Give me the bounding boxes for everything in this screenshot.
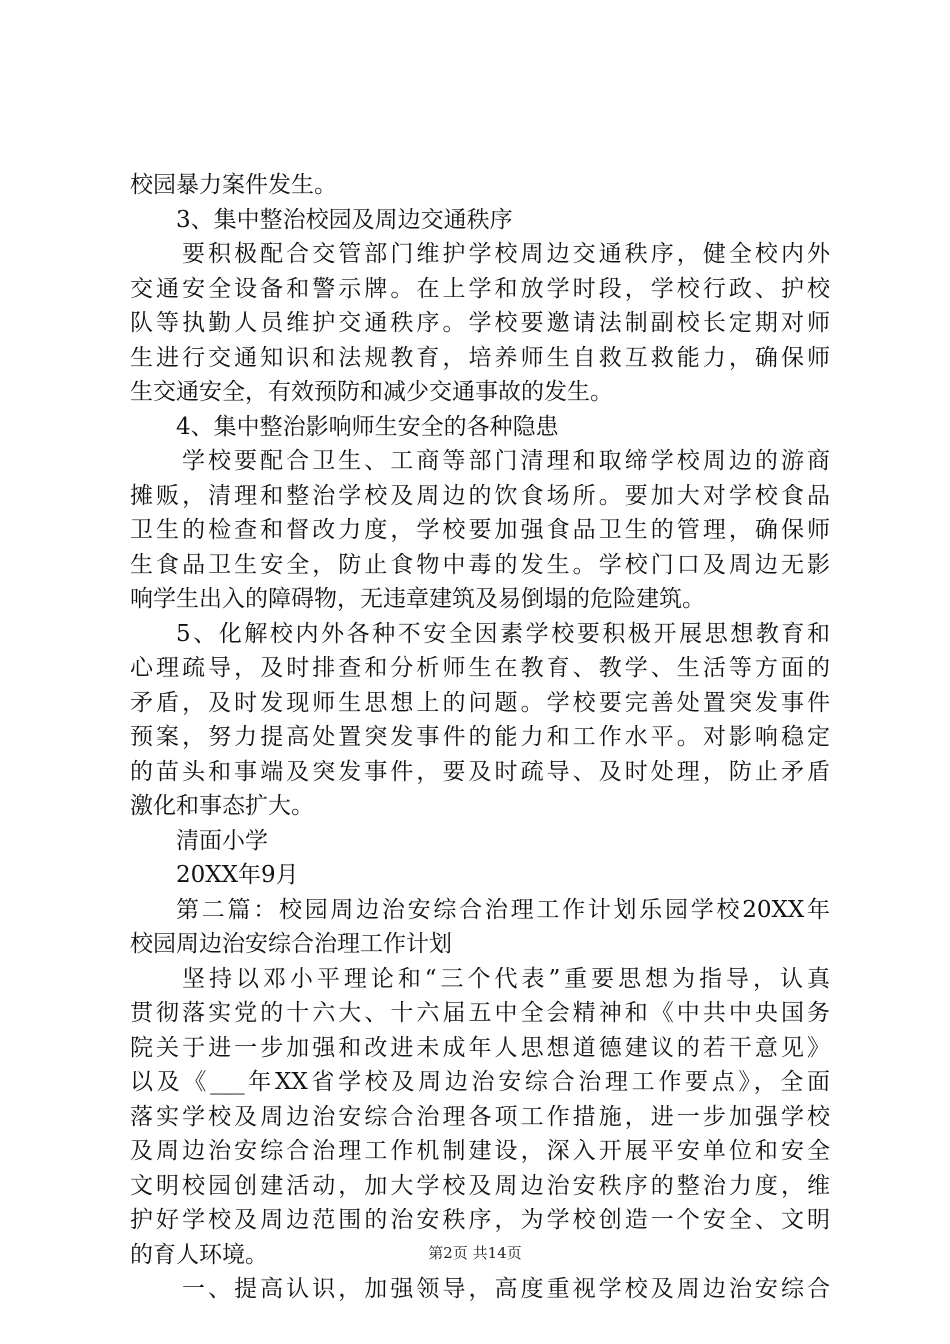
text-line: 校园暴力案件发生。 bbox=[130, 172, 337, 198]
text-line: 及周边治安综合治理工作机制建设，深入开展平安单位和安全 bbox=[130, 1138, 830, 1164]
section-title: 第二篇：校园周边治安综合治理工作计划乐园学校20XX年 bbox=[176, 896, 830, 923]
text-line: 以及《___年XX省学校及周边治安综合治理工作要点》，全面 bbox=[130, 1069, 830, 1095]
text-line: 的苗头和事端及突发事件，要及时疏导、及时处理，防止矛盾 bbox=[130, 758, 830, 785]
text-line: 贯彻落实党的十六大、十六届五中全会精神和《中共中央国务 bbox=[130, 1000, 830, 1026]
text-line: 要积极配合交管部门维护学校周边交通秩序，健全校内外 bbox=[182, 241, 830, 267]
text-line: 卫生的检查和督改力度，学校要加强食品卫生的管理，确保师 bbox=[130, 517, 830, 543]
text-line: 学校要配合卫生、工商等部门清理和取缔学校周边的游商 bbox=[182, 448, 830, 474]
section-title: 校园周边治安综合治理工作计划 bbox=[130, 931, 452, 957]
text-line: 坚持以邓小平理论和“三个代表”重要思想为指导，认真 bbox=[182, 965, 830, 992]
document-body bbox=[130, 168, 830, 1307]
page-number-footer: 第2页 共14页 bbox=[428, 1244, 522, 1262]
text-line: 的育人环境。 bbox=[130, 1241, 268, 1268]
text-line: 落实学校及周边治安综合治理各项工作措施，进一步加强学校 bbox=[130, 1103, 830, 1130]
signature-date: 20XX年9月 bbox=[176, 862, 299, 888]
text-line: 队等执勤人员维护交通秩序。学校要邀请法制副校长定期对师 bbox=[130, 310, 830, 336]
text-line: 生进行交通知识和法规教育，培养师生自救互救能力，确保师 bbox=[130, 344, 830, 371]
signature-school: 清面小学 bbox=[176, 827, 268, 854]
text-line: 院关于进一步加强和改进未成年人思想道德建议的若干意见》 bbox=[130, 1034, 830, 1061]
text-line: 生交通安全，有效预防和减少交通事故的发生。 bbox=[130, 379, 613, 405]
text-line: 护好学校及周边范围的治安秩序，为学校创造一个安全、文明 bbox=[130, 1207, 830, 1233]
text-line: 响学生出入的障碍物，无违章建筑及易倒塌的危险建筑。 bbox=[130, 586, 705, 612]
text-line: 矛盾，及时发现师生思想上的问题。学校要完善处置突发事件 bbox=[130, 689, 830, 716]
text-line: 激化和事态扩大。 bbox=[130, 793, 314, 819]
text-line: 生食品卫生安全，防止食物中毒的发生。学校门口及周边无影 bbox=[130, 551, 830, 578]
section-heading: 5、化解校内外各种不安全因素学校要积极开展思想教育和 bbox=[176, 620, 830, 647]
section-heading: 3、集中整治校园及周边交通秩序 bbox=[176, 206, 513, 233]
text-line: 心理疏导，及时排查和分析师生在教育、教学、生活等方面的 bbox=[130, 655, 830, 681]
text-line: 预案，努力提高处置突发事件的能力和工作水平。对影响稳定 bbox=[130, 724, 830, 750]
section-heading: 4、集中整治影响师生安全的各种隐患 bbox=[176, 413, 559, 440]
text-line: 交通安全设备和警示牌。在上学和放学时段，学校行政、护校 bbox=[130, 275, 830, 302]
text-line: 文明校园创建活动，加大学校及周边治安秩序的整治力度，维 bbox=[130, 1172, 830, 1199]
section-heading: 一、提高认识，加强领导，高度重视学校及周边治安综合 bbox=[182, 1276, 830, 1302]
text-line: 摊贩，清理和整治学校及周边的饮食场所。要加大对学校食品 bbox=[130, 482, 830, 509]
